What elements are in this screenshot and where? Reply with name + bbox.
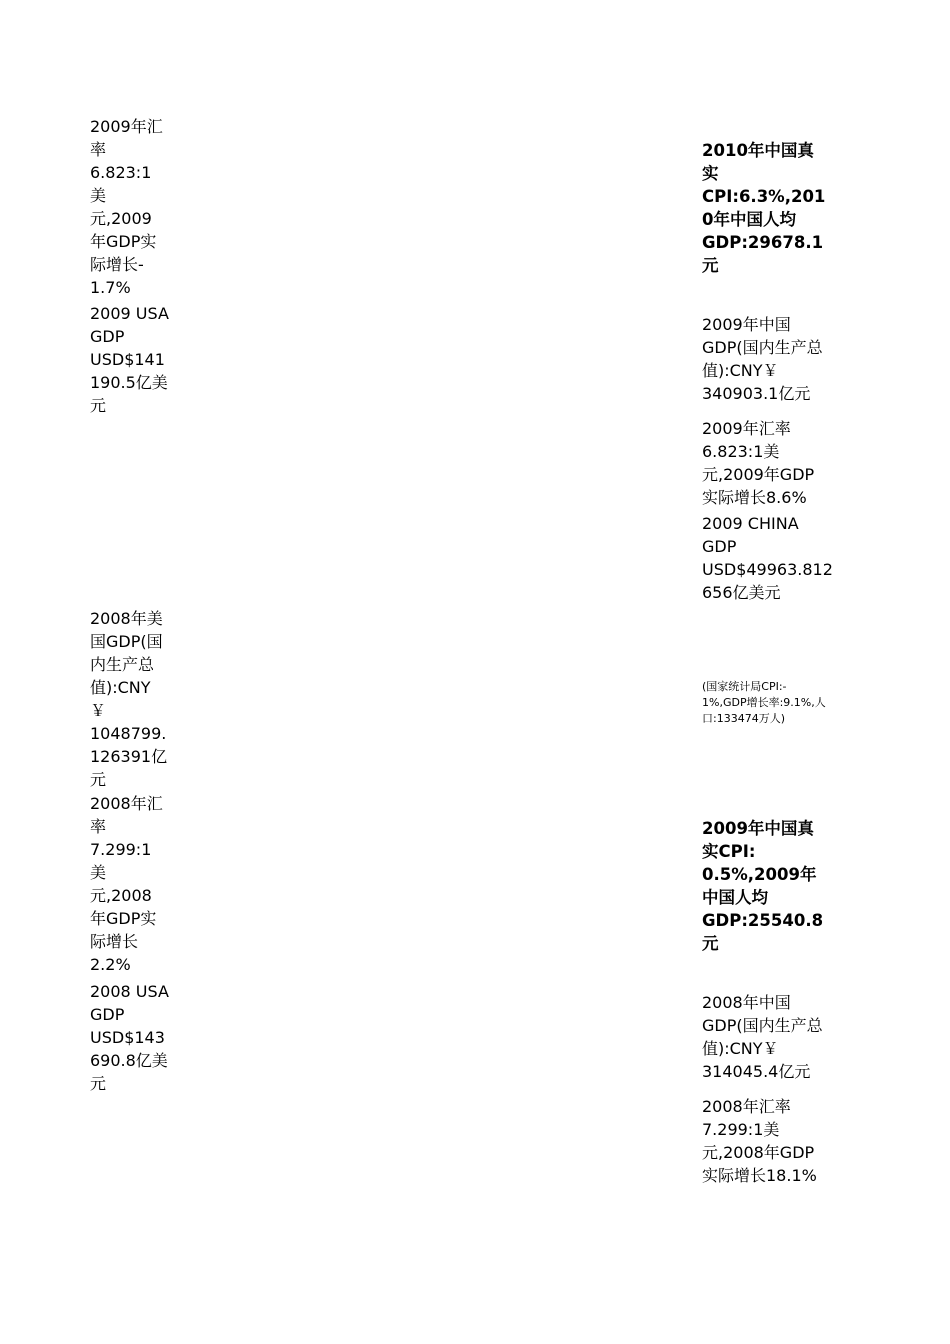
china-2009-exchange-rate: 2009年汇率 6.823:1美 元,2009年GDP 实际增长8.6%	[702, 419, 815, 507]
china-2009-gdp-cny: 2009年中国 GDP(国内生产总 值):CNY￥ 340903.1亿元	[702, 315, 823, 403]
usa-2009-exchange-rate: 2009年汇 率 6.823:1 美 元,2009 年GDP实 际增长- 1.7%	[90, 117, 163, 297]
usa-2008-gdp-usd: 2008 USA GDP USD$143 690.8亿美 元	[90, 982, 169, 1093]
china-2008-gdp-cny: 2008年中国 GDP(国内生产总 值):CNY￥ 314045.4亿元	[702, 993, 823, 1081]
usa-2008-exchange-rate: 2008年汇 率 7.299:1 美 元,2008 年GDP实 际增长 2.2%	[90, 794, 163, 974]
stats-bureau-note: (国家统计局CPI:- 1%,GDP增长率:9.1%,人 口:133474万人)	[702, 680, 826, 725]
usa-2009-gdp-usd: 2009 USA GDP USD$141 190.5亿美 元	[90, 304, 169, 415]
china-2009-cpi-heading: 2009年中国真 实CPI: 0.5%,2009年 中国人均 GDP:25540.8 元	[702, 819, 824, 953]
china-2008-exchange-rate: 2008年汇率 7.299:1美 元,2008年GDP 实际增长18.1%	[702, 1097, 817, 1185]
china-2010-cpi-heading: 2010年中国真 实 CPI:6.3%,201 0年中国人均 GDP:29678.1 元	[702, 141, 826, 275]
usa-2008-gdp-cny: 2008年美 国GDP(国 内生产总 值):CNY ￥ 1048799. 126391亿 元	[90, 609, 168, 789]
china-2009-gdp-usd: 2009 CHINA GDP USD$49963.812 656亿美元	[702, 514, 833, 602]
